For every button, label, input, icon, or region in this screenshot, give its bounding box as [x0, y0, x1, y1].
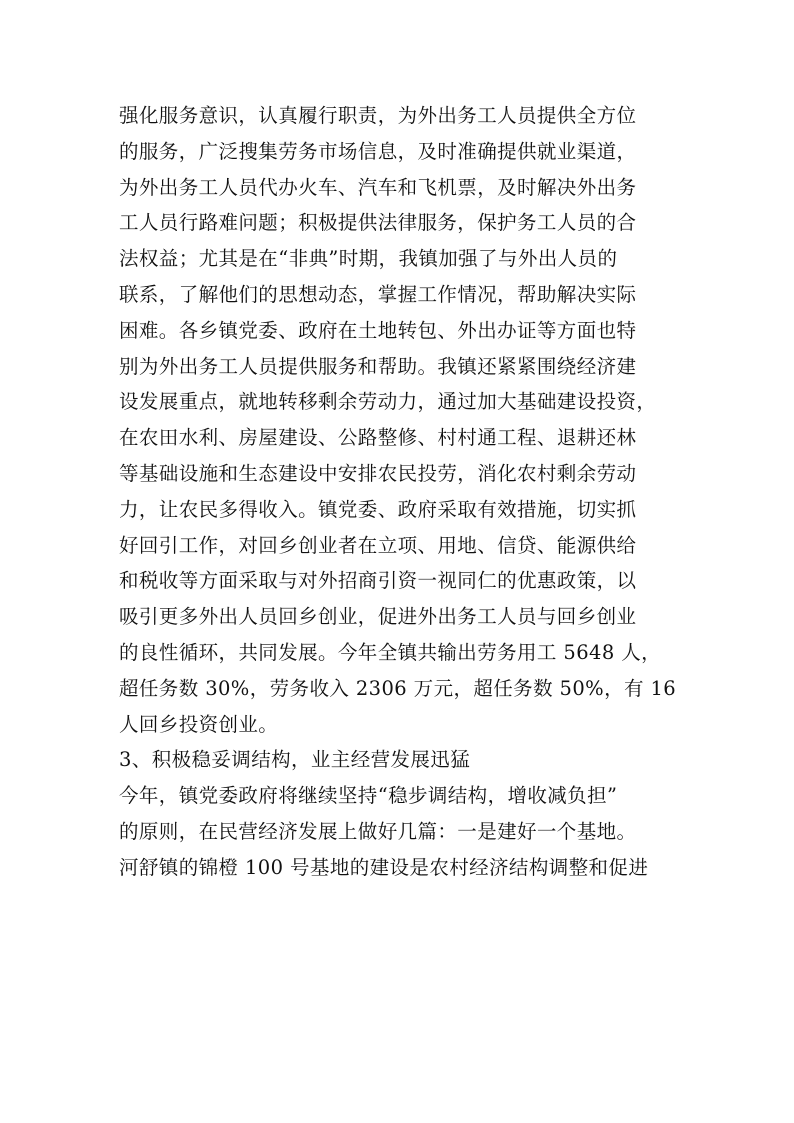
text-line: 河舒镇的锦橙 100 号基地的建设是农村经济结构调整和促进: [119, 855, 649, 879]
text-line: 别为外出务工人员提供服务和帮助。我镇还紧紧围绕经济建: [119, 354, 637, 378]
text-line: 等基础设施和生态建设中安排农民投劳，消化农村剩余劳动: [119, 461, 637, 485]
text-line: 的良性循环，共同发展。今年全镇共输出劳务用工 5648 人，: [119, 640, 662, 664]
text-line: 为外出务工人员代办火车、汽车和飞机票，及时解决外出务: [119, 175, 637, 199]
text-line: 在农田水利、房屋建设、公路整修、村村通工程、退耕还林: [119, 426, 637, 450]
text-line: 困难。各乡镇党委、政府在土地转包、外出办证等方面也特: [119, 318, 637, 342]
text-line: 的服务，广泛搜集劳务市场信息，及时准确提供就业渠道，: [119, 139, 637, 163]
text-line: 法权益；尤其是在“非典”时期，我镇加强了与外出人员的: [119, 247, 618, 271]
text-line: 超任务数 30%，劳务收入 2306 万元，超任务数 50%，有 16: [119, 676, 677, 700]
text-line: 力，让农民多得收入。镇党委、政府采取有效措施，切实抓: [119, 497, 637, 521]
section-heading: 3、积极稳妥调结构，业主经营发展迅猛: [119, 748, 471, 772]
text-line: 工人员行路难问题；积极提供法律服务，保护务工人员的合: [119, 211, 637, 235]
text-line: 联系，了解他们的思想动态，掌握工作情况，帮助解决实际: [119, 282, 637, 306]
text-line: 好回引工作，对回乡创业者在立项、用地、信贷、能源供给: [119, 533, 637, 557]
text-line: 人回乡投资创业。: [119, 712, 279, 736]
text-line: 今年，镇党委政府将继续坚持“稳步调结构，增收减负担”: [119, 784, 618, 808]
text-line: 设发展重点，就地转移剩余劳动力，通过加大基础建设投资，: [119, 390, 657, 414]
text-line: 和税收等方面采取与对外招商引资一视同仁的优惠政策，以: [119, 569, 637, 593]
body-text: [119, 98, 679, 886]
text-line: 强化服务意识，认真履行职责，为外出务工人员提供全方位: [119, 104, 637, 127]
text-line: 的原则，在民营经济发展上做好几篇：一是建好一个基地。: [119, 819, 637, 843]
text-line: 吸引更多外出人员回乡创业，促进外出务工人员与回乡创业: [119, 605, 637, 629]
